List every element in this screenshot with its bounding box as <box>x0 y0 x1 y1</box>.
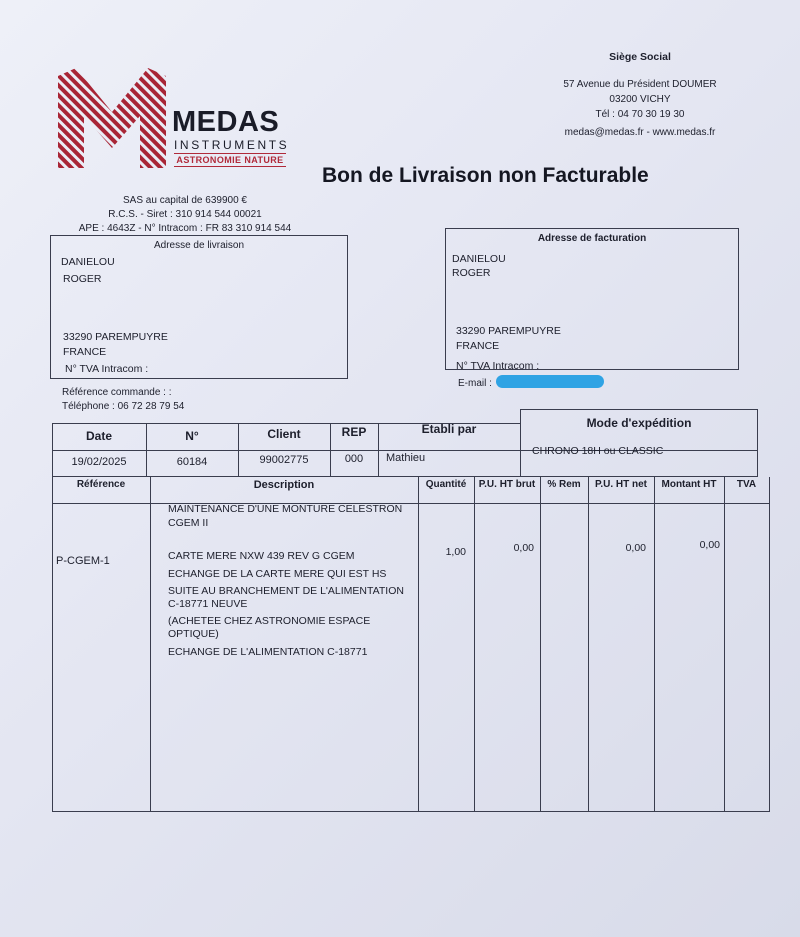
header-date-value: 19/02/2025 <box>71 456 127 468</box>
billing-email-label: E-mail : <box>458 378 492 389</box>
billing-address-box <box>445 228 739 370</box>
items-table <box>52 477 770 812</box>
company-name: MEDAS <box>172 106 280 138</box>
header-client-label: Client <box>267 427 301 441</box>
legal-ape: APE : 4643Z - N° Intracom : FR 83 310 914 544 <box>78 223 292 234</box>
delivery-country: FRANCE <box>63 346 107 358</box>
col-reference: Référence <box>76 479 126 490</box>
medas-logo-icon <box>56 66 168 170</box>
item-description-line: ECHANGE DE LA CARTE MERE QUI EST HS <box>168 568 387 580</box>
customer-phone: Téléphone : 06 72 28 79 54 <box>62 401 185 412</box>
header-established-value: Mathieu <box>386 452 426 464</box>
header-established-label: Etabli par <box>421 422 477 436</box>
head-office-phone: Tél : 04 70 30 19 30 <box>595 109 685 120</box>
item-description-line: CGEM II <box>168 517 209 529</box>
item-quantity: 1,00 <box>445 546 466 558</box>
legal-info <box>60 194 310 236</box>
item-description-line: C-18771 NEUVE <box>168 598 248 610</box>
item-description-line: CARTE MERE NXW 439 REV G CGEM <box>168 550 355 562</box>
header-rep-label: REP <box>341 425 367 439</box>
company-tagline: ASTRONOMIE NATURE <box>174 153 286 167</box>
head-office-address: 57 Avenue du Président DOUMER <box>563 79 717 90</box>
billing-name-1: DANIELOU <box>452 253 506 265</box>
head-office-web: medas@medas.fr - www.medas.fr <box>564 127 716 138</box>
header-rep-value: 000 <box>344 453 364 465</box>
company-subtitle: INSTRUMENTS <box>174 138 290 152</box>
item-description-line: SUITE AU BRANCHEMENT DE L'ALIMENTATION <box>168 585 404 597</box>
item-description-line: OPTIQUE) <box>168 628 219 640</box>
col-rem: % Rem <box>547 479 581 490</box>
order-reference: Référence commande : : <box>62 387 172 398</box>
delivery-name-2: ROGER <box>63 273 102 285</box>
item-pu-ht-net: 0,00 <box>625 542 646 554</box>
header-number-value: 60184 <box>176 456 208 468</box>
col-montant-ht: Montant HT <box>661 479 717 490</box>
item-montant-ht: 0,00 <box>699 539 720 551</box>
legal-capital: SAS au capital de 639900 € <box>123 195 247 206</box>
item-pu-ht-brut: 0,00 <box>513 542 534 554</box>
head-office-title: Siège Social <box>609 51 671 63</box>
delivery-city: 33290 PAREMPUYRE <box>63 331 168 343</box>
item-reference: P-CGEM-1 <box>56 555 110 567</box>
billing-name-2: ROGER <box>452 267 491 279</box>
legal-rcs: R.C.S. - Siret : 310 914 544 00021 <box>108 209 262 220</box>
billing-vat: N° TVA Intracom : <box>456 360 540 372</box>
header-client-value: 99002775 <box>259 454 309 466</box>
document-title: Bon de Livraison non Facturable <box>322 164 649 187</box>
billing-city: 33290 PAREMPUYRE <box>456 325 561 337</box>
col-quantity: Quantité <box>425 479 467 490</box>
item-description-line: MAINTENANCE D'UNE MONTURE CELESTRON <box>168 503 403 515</box>
delivery-vat: N° TVA Intracom : <box>65 363 149 375</box>
header-shipping-value: CHRONO 18H ou CLASSIC <box>532 445 664 457</box>
header-date-label: Date <box>85 429 112 443</box>
head-office-city: 03200 VICHY <box>609 94 671 105</box>
header-number-label: N° <box>185 429 199 443</box>
col-tva: TVA <box>736 479 757 490</box>
col-pu-ht-net: P.U. HT net <box>594 479 648 490</box>
col-pu-ht-brut: P.U. HT brut <box>478 479 536 490</box>
delivery-address-title: Adresse de livraison <box>153 240 245 251</box>
billing-address-title: Adresse de facturation <box>537 233 647 244</box>
header-shipping-label: Mode d'expédition <box>586 416 692 430</box>
item-description-line: (ACHETEE CHEZ ASTRONOMIE ESPACE <box>168 615 371 627</box>
col-description: Description <box>253 479 315 491</box>
item-description-line: ECHANGE DE L'ALIMENTATION C-18771 <box>168 646 368 658</box>
delivery-name-1: DANIELOU <box>61 256 115 268</box>
order-header-table <box>52 409 758 477</box>
billing-country: FRANCE <box>456 340 500 352</box>
email-redaction-mark <box>496 375 604 388</box>
delivery-address-box <box>50 235 348 379</box>
head-office-block <box>540 50 740 140</box>
